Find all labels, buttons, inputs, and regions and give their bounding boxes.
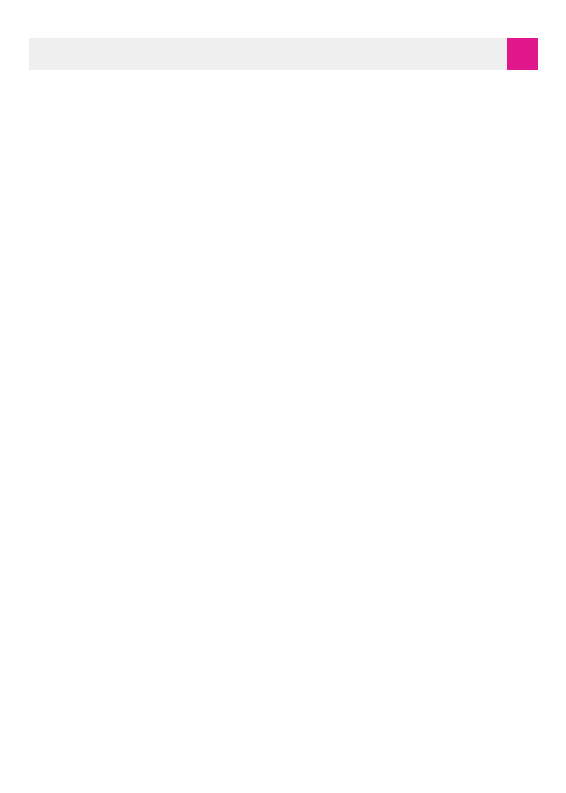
- page-number-badge: [507, 38, 538, 70]
- page-header: [29, 38, 538, 70]
